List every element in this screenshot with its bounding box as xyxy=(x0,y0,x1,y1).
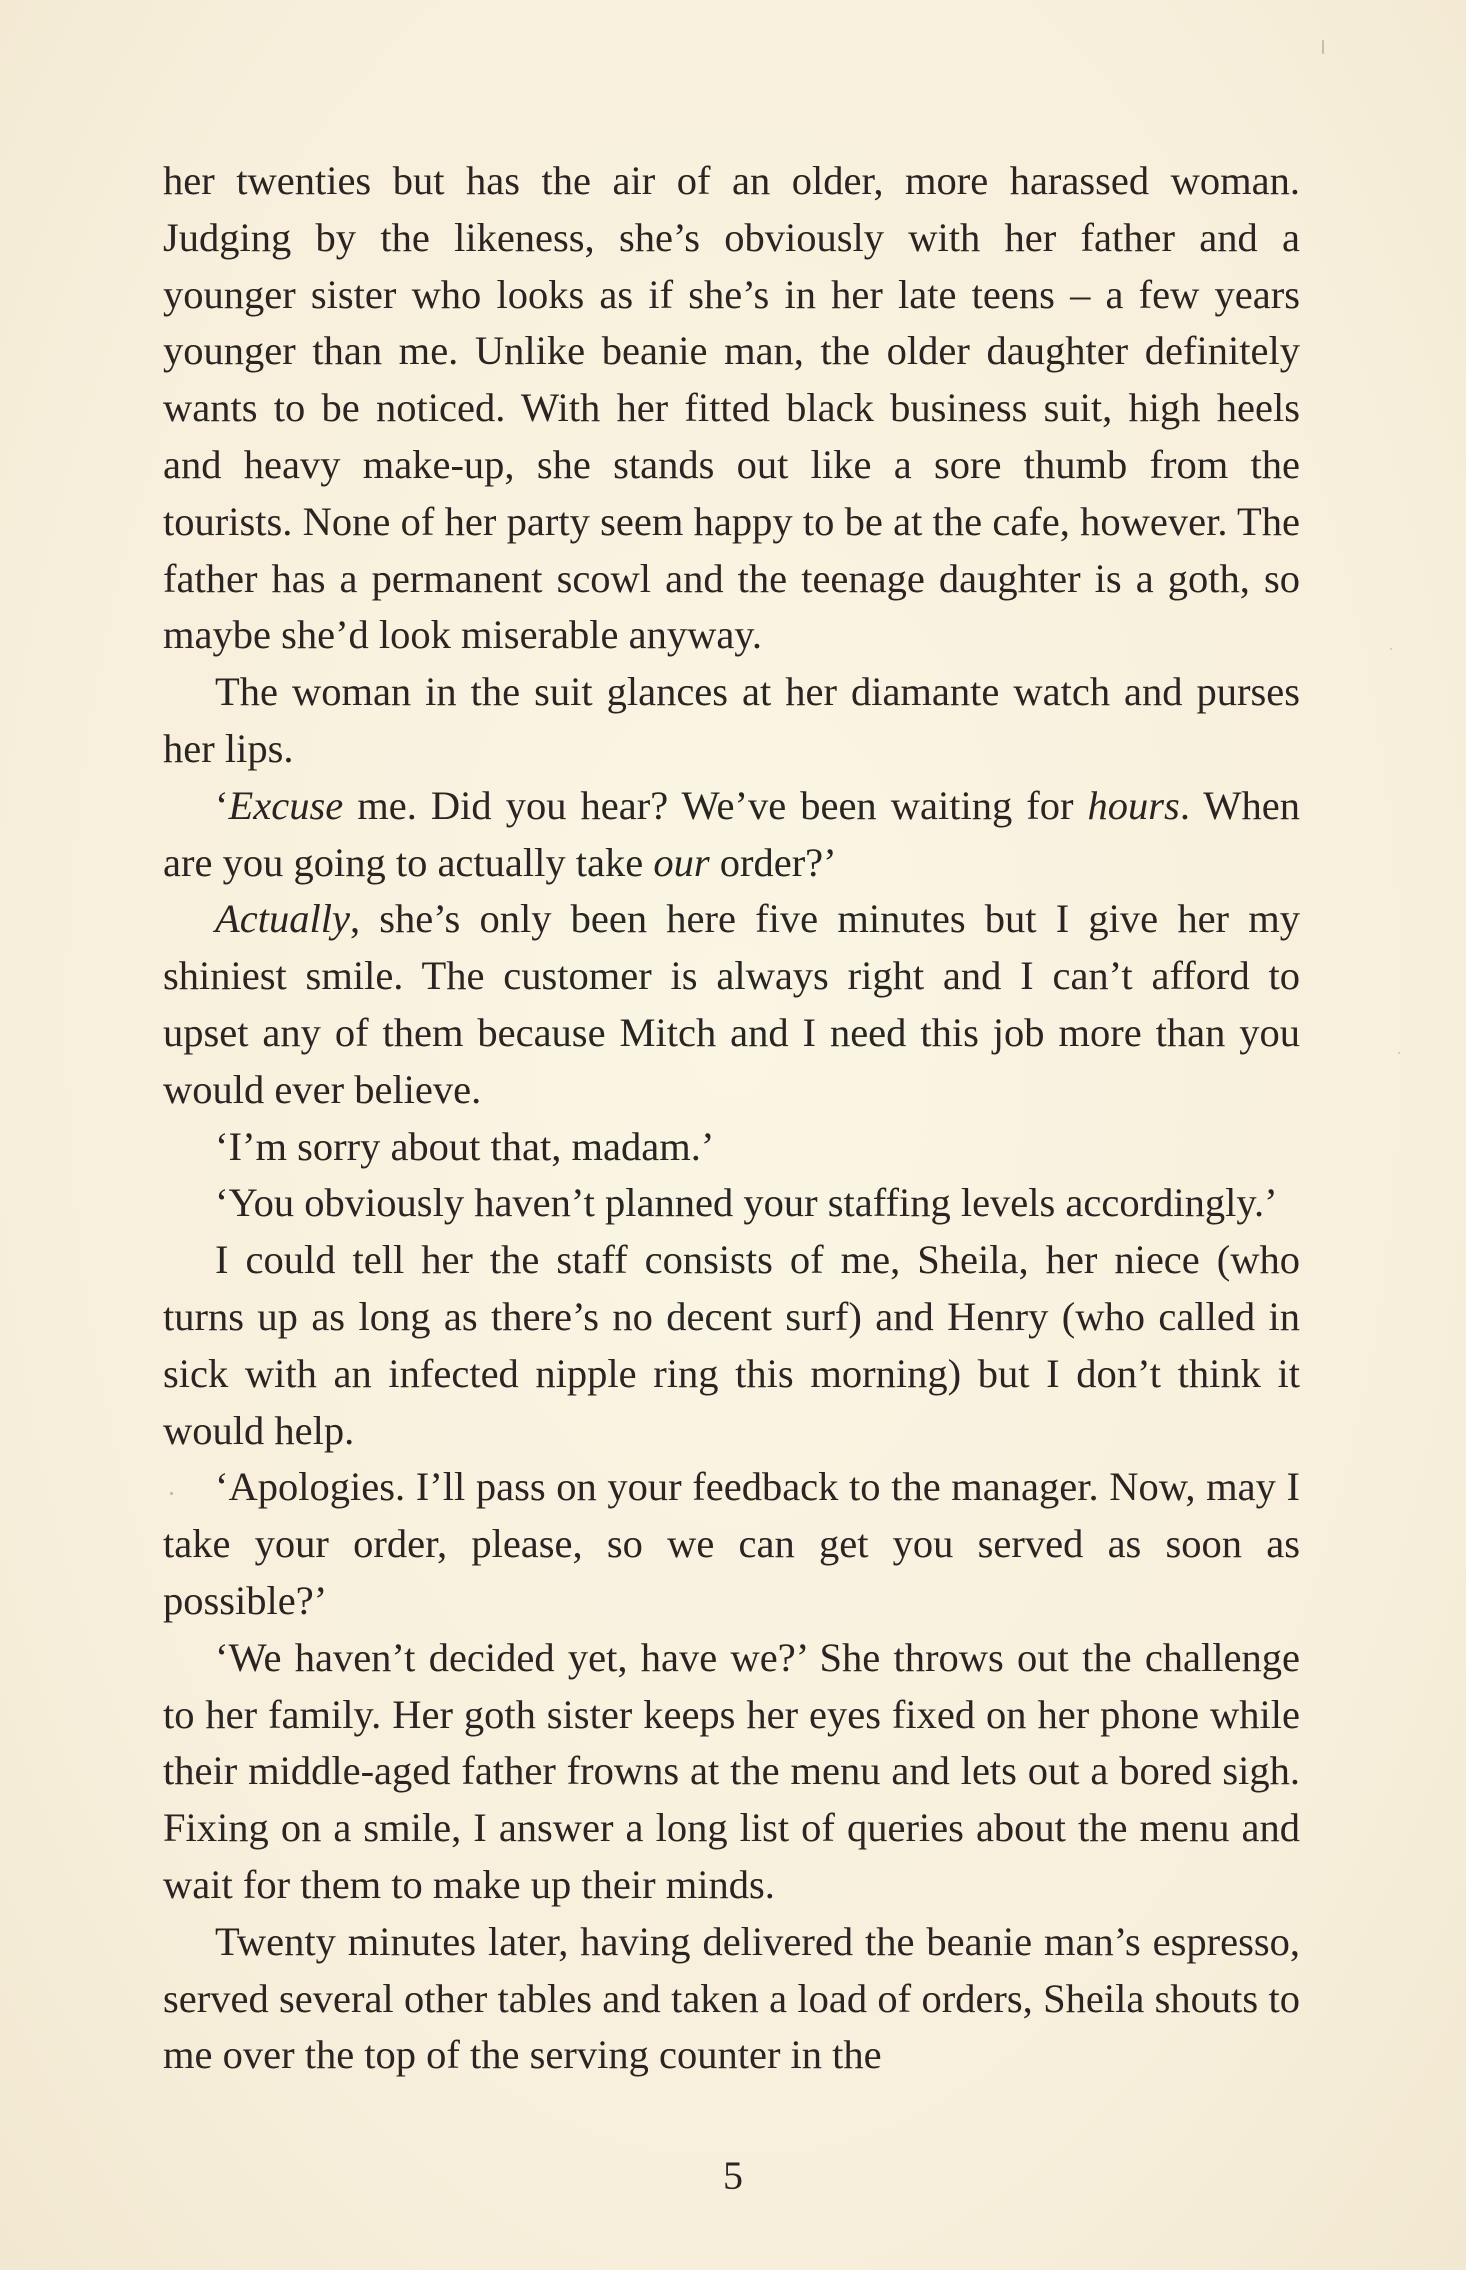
paper-speck xyxy=(1390,648,1392,650)
text-run: me. Did you hear? We’ve been waiting for xyxy=(343,782,1088,828)
italic-text: hours xyxy=(1087,782,1180,828)
italic-text: Excuse xyxy=(228,782,344,828)
paragraph xyxy=(163,1232,1300,1459)
italic-text: Actually xyxy=(215,896,350,942)
paragraph xyxy=(163,1119,1300,1176)
text-run: ‘We haven’t decided yet, have we?’ She throws out the challenge to her family. Her goth sister keeps her eyes fixed on her phone while their middle-aged father frowns at the menu and lets out a bored sigh. Fixing on a smile, I answer a long list of queries about the menu and wait for them to make up their minds. xyxy=(163,1634,1300,1907)
italic-text: our xyxy=(653,839,710,885)
body-text xyxy=(163,153,1300,2084)
text-run: order?’ xyxy=(709,839,837,885)
paragraph xyxy=(163,1175,1300,1232)
paper-speck xyxy=(1322,40,1324,54)
text-run: . When are you going to actually take xyxy=(163,782,1300,885)
text-run: , she’s only been here five minutes but I give her my shiniest smile. The customer is always right and I can’t afford to upset any of them because Mitch and I need this job more than you would ever believe. xyxy=(163,896,1300,1112)
text-run: her twenties but has the air of an older, more harassed woman. Judging by the likeness, she’s obviously with her father and a younger sister who looks as if she’s in her late teens – a few years younger than me. Unlike beanie man, the older daughter definitely wants to be noticed. With her fitted black business suit, high heels and heavy make-up, she stands out like a sore thumb from the tourists. None of her party seem happy to be at the cafe, however. The father has a permanent scowl and the teenage daughter is a goth, so maybe she’d look miserable anyway. xyxy=(163,158,1300,658)
paragraph xyxy=(163,1630,1300,1914)
paragraph xyxy=(163,664,1300,778)
page-number: 5 xyxy=(723,2153,743,2198)
text-run: Twenty minutes later, having delivered the beanie man’s espresso, served several other tables and taken a load of orders, Sheila shouts to me over the top of the serving counter in the xyxy=(163,1918,1300,2078)
paragraph xyxy=(163,891,1300,1118)
text-run: ‘I’m sorry about that, madam.’ xyxy=(215,1123,715,1169)
text-run: I could tell her the staff consists of me, Sheila, her niece (who turns up as long as there’s no decent surf) and Henry (who called in sick with an infected nipple ring this morning) but I don’t think it would help. xyxy=(163,1237,1300,1453)
text-run: The woman in the suit glances at her diamante watch and purses her lips. xyxy=(163,669,1300,771)
paragraph xyxy=(163,1459,1300,1629)
text-run: ‘ xyxy=(215,782,229,828)
text-run: ‘You obviously haven’t planned your staffing levels accordingly.’ xyxy=(215,1180,1278,1226)
paragraph xyxy=(163,778,1300,892)
paragraph xyxy=(163,153,1300,664)
text-run: ‘Apologies. I’ll pass on your feedback to the manager. Now, may I take your order, please, so we can get you served as soon as possible?’ xyxy=(163,1464,1300,1623)
paper-speck xyxy=(1398,1052,1400,1054)
paragraph xyxy=(163,1914,1300,2084)
